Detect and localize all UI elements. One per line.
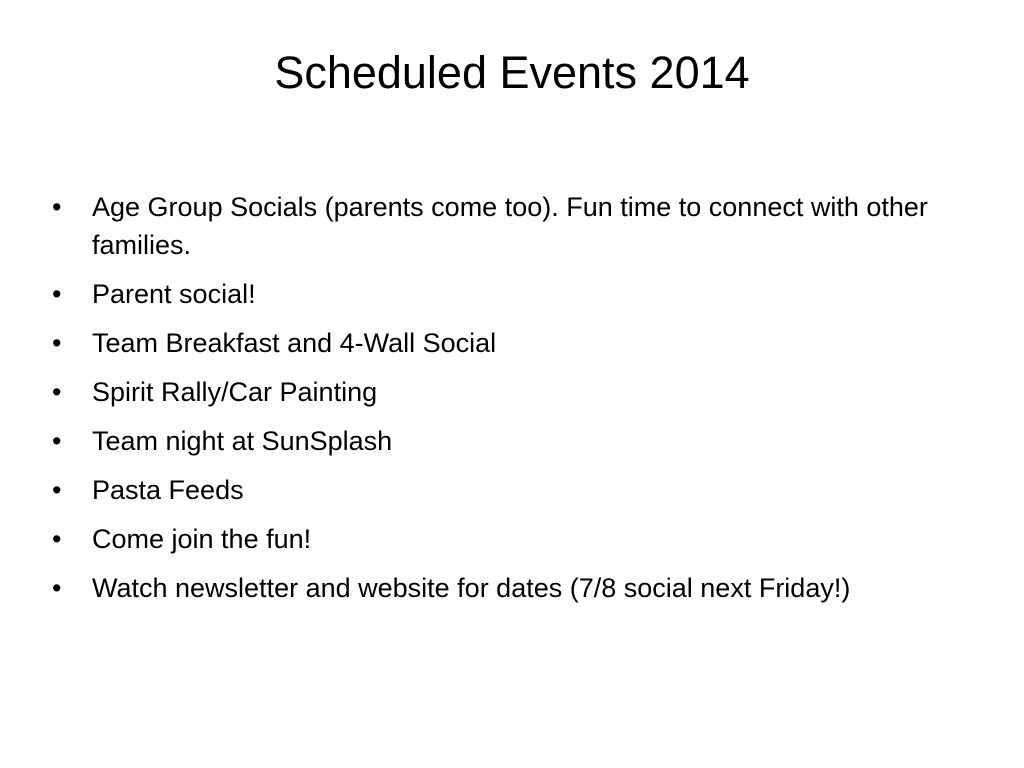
bullet-icon: • xyxy=(52,192,62,222)
bullet-item xyxy=(52,373,932,411)
bullet-text: Team night at SunSplash xyxy=(92,426,393,456)
bullet-icon: • xyxy=(52,475,62,505)
bullet-item xyxy=(52,188,932,264)
bullet-text: Team Breakfast and 4-Wall Social xyxy=(92,328,497,358)
bullet-list xyxy=(52,188,932,618)
bullet-icon: • xyxy=(52,279,62,309)
bullet-text: Come join the fun! xyxy=(92,524,312,554)
bullet-icon: • xyxy=(52,328,62,358)
bullet-icon: • xyxy=(52,377,62,407)
bullet-item xyxy=(52,422,932,460)
bullet-item xyxy=(52,569,932,607)
bullet-text: Age Group Socials (parents come too). Fun time to connect with other families. xyxy=(92,192,928,260)
bullet-icon: • xyxy=(52,573,62,603)
bullet-text: Pasta Feeds xyxy=(92,475,244,505)
bullet-icon: • xyxy=(52,524,62,554)
bullet-item xyxy=(52,520,932,558)
bullet-icon: • xyxy=(52,426,62,456)
bullet-item xyxy=(52,275,932,313)
slide-title: Scheduled Events 2014 xyxy=(274,47,750,98)
bullet-text: Spirit Rally/Car Painting xyxy=(92,377,378,407)
bullet-item xyxy=(52,471,932,509)
bullet-text: Parent social! xyxy=(92,279,256,309)
bullet-text: Watch newsletter and website for dates (7/8 social next Friday!) xyxy=(92,573,851,603)
bullet-item xyxy=(52,324,932,362)
